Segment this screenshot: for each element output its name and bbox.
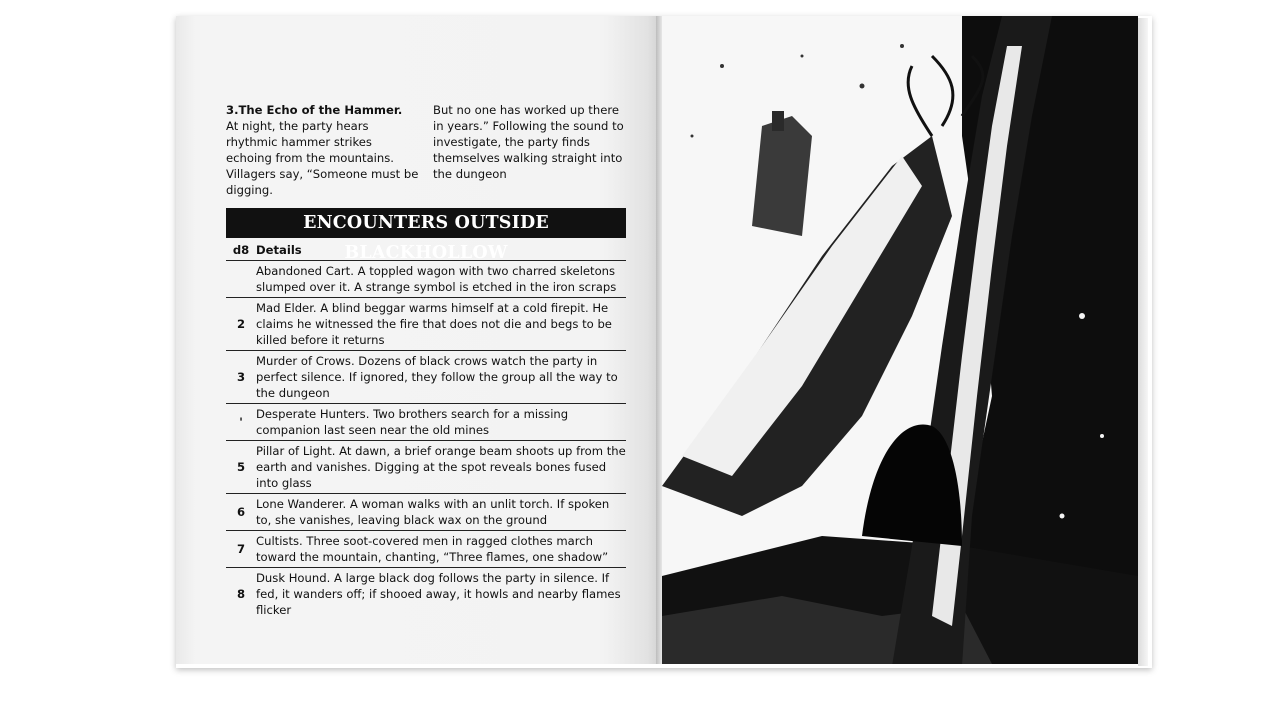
row-details: Desperate Hunters. Two brothers search for a missing companion last seen near the old mines bbox=[256, 407, 569, 437]
row-number: 3 bbox=[236, 370, 246, 384]
header-details: Details bbox=[256, 243, 302, 257]
encounters-banner: ENCOUNTERS OUTSIDE BLACKHOLLOW bbox=[226, 208, 626, 238]
table-header bbox=[226, 242, 626, 261]
left-page bbox=[176, 16, 662, 664]
row-number: 8 bbox=[236, 587, 246, 601]
table-row bbox=[226, 568, 626, 620]
intro-column-1 bbox=[226, 102, 421, 198]
intro-column-2 bbox=[433, 102, 628, 182]
row-details: Murder of Crows. Dozens of black crows watch the party in perfect silence. If ignored, they follow the group all the way to the dungeon bbox=[256, 354, 618, 400]
open-booklet bbox=[176, 16, 1152, 668]
right-page-illustration bbox=[662, 16, 1138, 664]
row-details: Cultists. Three soot-covered men in ragged clothes march toward the mountain, chanting, “Three flames, one shadow” bbox=[256, 534, 609, 564]
table-row bbox=[226, 298, 626, 351]
header-die: d8 bbox=[232, 243, 250, 257]
row-details: Abandoned Cart. A toppled wagon with two charred skeletons slumped over it. A strange symbol is etched in the iron scraps bbox=[256, 264, 617, 294]
page-edge bbox=[1138, 18, 1148, 666]
table-row bbox=[226, 404, 626, 441]
intro-title: 3.The Echo of the Hammer. bbox=[226, 103, 403, 117]
table-row bbox=[226, 531, 626, 568]
row-number bbox=[226, 263, 256, 295]
row-details: Dusk Hound. A large black dog follows the party in silence. If fed, it wanders off; if shooed away, it howls and nearby flames flicker bbox=[256, 571, 621, 617]
intro-paragraph-2: But no one has worked up there in years.” Following the sound to investigate, the party finds themselves walking straight into the dungeon bbox=[433, 103, 624, 181]
row-details: Lone Wanderer. A woman walks with an unlit torch. If spoken to, she vanishes, leaving black wax on the ground bbox=[256, 497, 610, 527]
table-row bbox=[226, 441, 626, 494]
intro-paragraph-1: At night, the party hears rhythmic hammer strikes echoing from the mountains. Villagers say, “Someone must be digging. bbox=[226, 119, 419, 197]
row-number: 2 bbox=[236, 317, 246, 331]
ink-illustration bbox=[662, 16, 1138, 664]
table-row bbox=[226, 351, 626, 404]
row-details: Mad Elder. A blind beggar warms himself at a cold firepit. He claims he witnessed the fire that does not die and begs to be killed before it returns bbox=[256, 301, 612, 347]
row-number: 6 bbox=[236, 505, 246, 519]
row-number: ' bbox=[239, 415, 243, 429]
row-number: 7 bbox=[236, 542, 246, 556]
table-row bbox=[226, 261, 626, 298]
row-details: Pillar of Light. At dawn, a brief orange beam shoots up from the earth and vanishes. Digging at the spot reveals bones fused into glass bbox=[256, 444, 626, 490]
row-number: 5 bbox=[236, 460, 246, 474]
encounters-table bbox=[226, 242, 626, 620]
table-row bbox=[226, 494, 626, 531]
